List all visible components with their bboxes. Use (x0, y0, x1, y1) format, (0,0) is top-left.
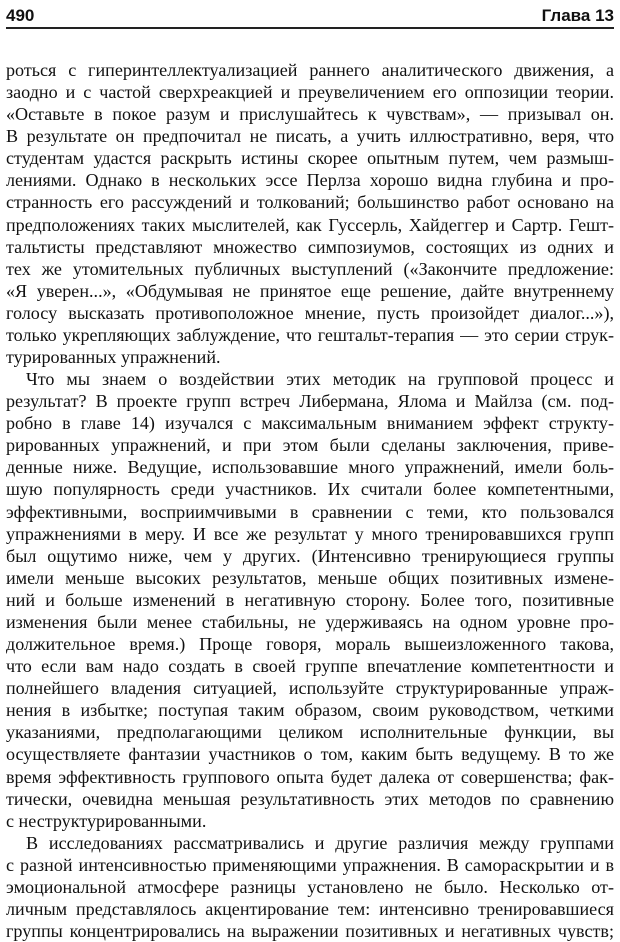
text-line: рированных упражнений, и при этом были сделаны заключения, приве- (6, 435, 614, 456)
text-line: эффективными, восприимчивыми в сравнении с теми, кто пользовался (6, 501, 614, 522)
text-line: что если вам надо создать в своей группе впечатление компетентности и (6, 656, 614, 677)
text-line: нения в избытке; поступая таким образом, своим руководством, четкими (6, 700, 614, 721)
text-line: В результате он предпочитал не писать, а учить иллюстративно, веря, что (6, 126, 614, 147)
text-line: шую популярность среди участников. Их считали более компетентными, (6, 479, 614, 500)
text-line: личным представлялось акцентирование тем: интенсивно тренировавшиеся (6, 898, 614, 919)
text-line: Что мы знаем о воздействии этих методик на групповой процесс и (26, 369, 614, 390)
text-line: студентам удастся раскрыть истины скорее опытным путем, чем размыш- (6, 148, 614, 169)
text-line: имели меньше высоких результатов, меньше общих позитивных измене- (6, 567, 614, 588)
text-line: тически, очевидна меньшая результативность этих методов по сравнению (6, 788, 614, 809)
text-line: тальтисты представляют множество симпозиумов, состоящих из одних и (6, 236, 614, 257)
header-rule (6, 27, 614, 29)
text-line: с неструктурированными. (6, 810, 207, 831)
text-line: только укрепляющих заблуждение, что гештальт-терапия — это серии струк- (6, 324, 614, 345)
text-line: «Оставьте в покое разум и прислушайтесь к чувствам», — призывал он. (6, 104, 614, 125)
text-line: предположениях таких мыслителей, как Гуссерль, Хайдеггер и Сартр. Гешт- (6, 214, 614, 235)
text-line: группы концентрировались на выражении позитивных и негативных чувств; (6, 921, 614, 942)
text-line: робно в главе 14) изучался с максимальным вниманием эффект структу- (6, 413, 614, 434)
text-line: время эффективность группового опыта будет далека от совершенства; фак- (6, 766, 614, 787)
text-line: осуществляете фантазии участников о том, каким быть ведущему. В то же (6, 744, 614, 765)
page-number: 490 (6, 6, 35, 25)
text-line: заодно и с частой сверхреакцией и преувеличением его оппозиции теории. (6, 82, 614, 103)
text-line: результат? В проекте групп встреч Либермана, Ялома и Майлза (см. под- (6, 391, 614, 412)
text-line: ний и больше изменений в негативную сторону. Более того, позитивные (6, 589, 614, 610)
text-line: голосу высказать противоположное мнение, пусть произойдет диалог...»), (6, 302, 614, 323)
text-line: эмоциональной атмосфере разницы установлено не было. Несколько от- (6, 876, 614, 897)
text-line: странность его рассуждений и толкований; большинство работ основано на (6, 192, 614, 213)
text-line: тех же утомительных публичных выступлений («Закончите предложение: (6, 258, 614, 279)
text-line: роться с гиперинтеллектуализацией раннего аналитического движения, а (6, 60, 614, 80)
text-line: должительное время.) Проще говоря, мораль вышеизложенного такова, (6, 634, 614, 655)
text-line: лениями. Однако в нескольких эссе Перлза хорошо видна глубина и про- (6, 170, 614, 191)
text-line: был ощутимо ниже, чем у других. (Интенсивно тренирующиеся группы (6, 545, 614, 566)
text-line: денные ниже. Ведущие, использовавшие много упражнений, имели боль- (6, 457, 614, 478)
text-line: турированных упражнений. (6, 347, 221, 368)
text-line: «Я уверен...», «Обдумывая не принятое еще решение, дайте внутреннему (6, 280, 614, 301)
page-header (6, 3, 614, 29)
text-line: изменения были менее стабильны, не удерживаясь на одном уровне про- (6, 611, 614, 632)
text-line: с разной интенсивностью применяющими упражнения. В самораскрытии и в (6, 854, 614, 875)
chapter-title: Глава 13 (541, 6, 614, 25)
body-text (6, 59, 614, 942)
text-line: полнейшего владения ситуацией, используйте структурированные упраж- (6, 678, 614, 699)
text-line: В исследованиях рассматривались и другие различия между группами (26, 832, 614, 853)
text-line: указаниями, предполагающими целиком исполнительные функции, вы (6, 722, 614, 743)
text-line: упражнениями в меру. И все же результат у много тренировавшихся групп (6, 523, 614, 544)
